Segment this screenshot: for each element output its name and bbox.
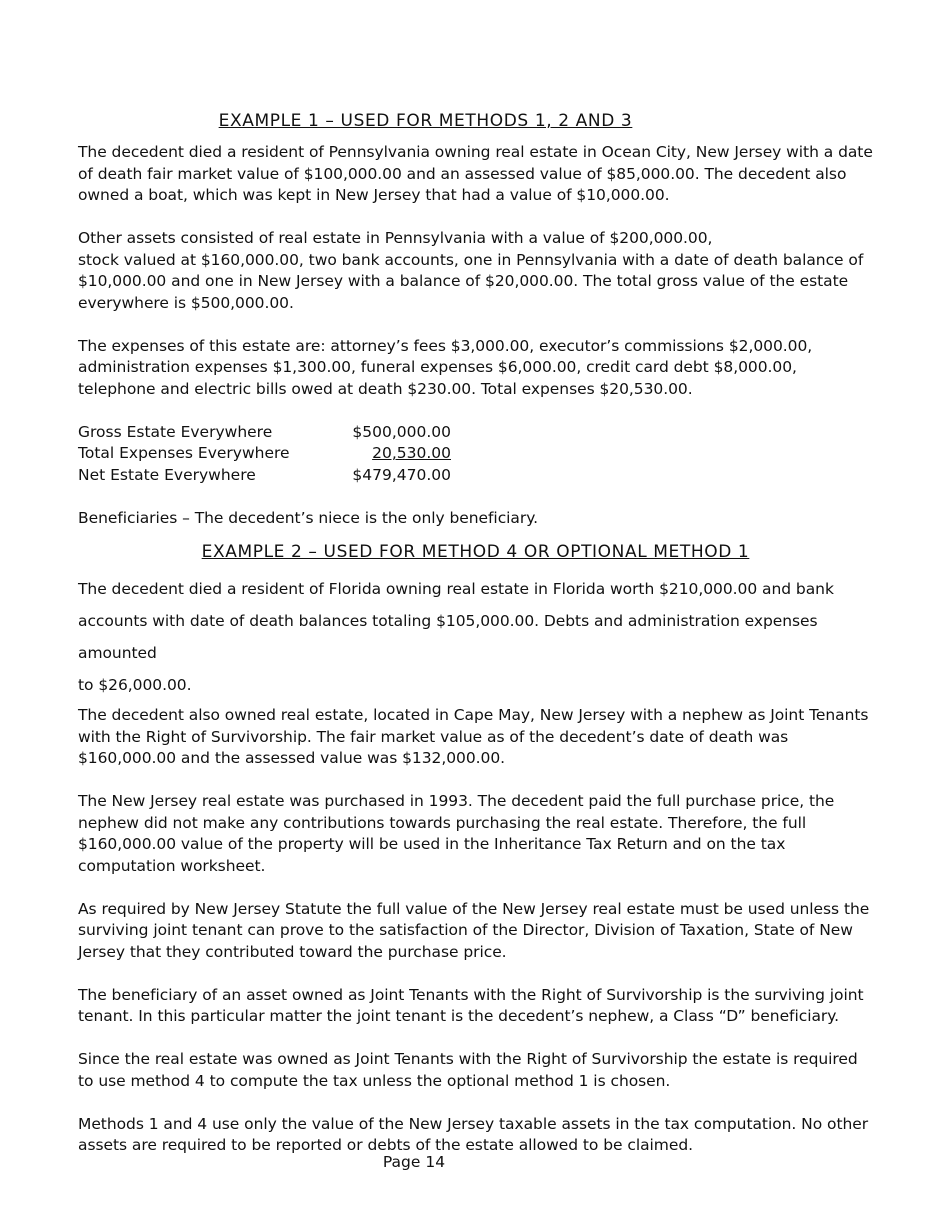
document-page	[78, 110, 873, 1178]
example-2-paragraph-2: The decedent also owned real estate, located in Cape May, New Jersey with a nephew as Joint Tenants with the Right of Survivorship. The fair market value as of the decedent’s date of death was $160,000.00 and the assessed value was $132,000.00.	[78, 706, 869, 767]
summary-row-net	[78, 465, 451, 487]
page-number: Page 14	[382, 1153, 446, 1171]
example-2-heading: EXAMPLE 2 – USED FOR METHOD 4 OR OPTIONAL METHOD 1	[201, 542, 750, 562]
summary-value: $500,000.00	[352, 422, 451, 441]
summary-row-gross	[78, 422, 451, 444]
example-1-paragraph-2-rest: stock valued at $160,000.00, two bank accounts, one in Pennsylvania with a date of death balance of $10,000.00 and one in New Jersey with a balance of $20,000.00. The total gross value of the estate everywhere is $500,000.00.	[78, 250, 864, 312]
example-2-paragraph-1	[78, 573, 873, 701]
summary-label: Gross Estate Everywhere	[78, 422, 273, 441]
example-2-paragraph-3: The New Jersey real estate was purchased in 1993. The decedent paid the full purchase price, the nephew did not make any contributions towards purchasing the real estate. Therefore, the full $160,000.00 value of the property will be used in the Inheritance Tax Return and on the tax computation worksheet.	[78, 792, 835, 875]
example-2-paragraph-1-line-2: accounts with date of death balances totaling $105,000.00. Debts and administration expenses amounted	[78, 612, 818, 662]
estate-summary-table	[78, 422, 873, 487]
beneficiaries-text: Beneficiaries – The decedent’s niece is the only beneficiary.	[78, 508, 538, 527]
example-1-heading: EXAMPLE 1 – USED FOR METHODS 1, 2 AND 3	[218, 111, 633, 131]
summary-value-underlined: 20,530.00	[372, 444, 451, 462]
example-2-paragraph-6: Since the real estate was owned as Joint Tenants with the Right of Survivorship the estate is required to use method 4 to compute the tax unless the optional method 1 is chosen.	[78, 1050, 858, 1090]
example-2-paragraph-5: The beneficiary of an asset owned as Joint Tenants with the Right of Survivorship is the surviving joint tenant. In this particular matter the joint tenant is the decedent’s nephew, a Class “D” beneficiary.	[78, 985, 864, 1025]
example-1-paragraph-3: The expenses of this estate are: attorney’s fees $3,000.00, executor’s commissions $2,000.00, administration expenses $1,300.00, funeral expenses $6,000.00, credit card debt $8,000.00, telephone and electric bills owed at death $230.00. Total expenses $20,530.00.	[78, 336, 813, 398]
summary-label: Total Expenses Everywhere	[78, 444, 290, 462]
example-1-paragraph-1: The decedent died a resident of Pennsylvania owning real estate in Ocean City, New Jersey with a date of death fair market value of $100,000.00 and an assessed value of $85,000.00. The decedent also owned a boat, which was kept in New Jersey that had a value of $10,000.00.	[78, 143, 873, 204]
summary-value: $479,470.00	[352, 465, 451, 484]
example-1-paragraph-2-line-1: Other assets consisted of real estate in Pennsylvania with a value of $200,000.00,	[78, 229, 713, 247]
example-2-paragraph-1-line-1: The decedent died a resident of Florida owning real estate in Florida worth $210,000.00 and bank	[78, 580, 834, 598]
summary-value	[338, 443, 451, 465]
example-2-paragraph-1-line-3: to $26,000.00.	[78, 676, 192, 694]
example-2-paragraph-7: Methods 1 and 4 use only the value of the New Jersey taxable assets in the tax computation. No other assets are required to be reported or debts of the estate allowed to be claimed.	[78, 1114, 869, 1154]
summary-row-expenses	[78, 443, 451, 465]
example-2-paragraph-4: As required by New Jersey Statute the full value of the New Jersey real estate must be used unless the surviving joint tenant can prove to the satisfaction of the Director, Division of Taxation, State of New Jersey that they contributed toward the purchase price.	[78, 899, 870, 961]
summary-label: Net Estate Everywhere	[78, 465, 256, 484]
example-1-paragraph-2	[78, 228, 873, 314]
